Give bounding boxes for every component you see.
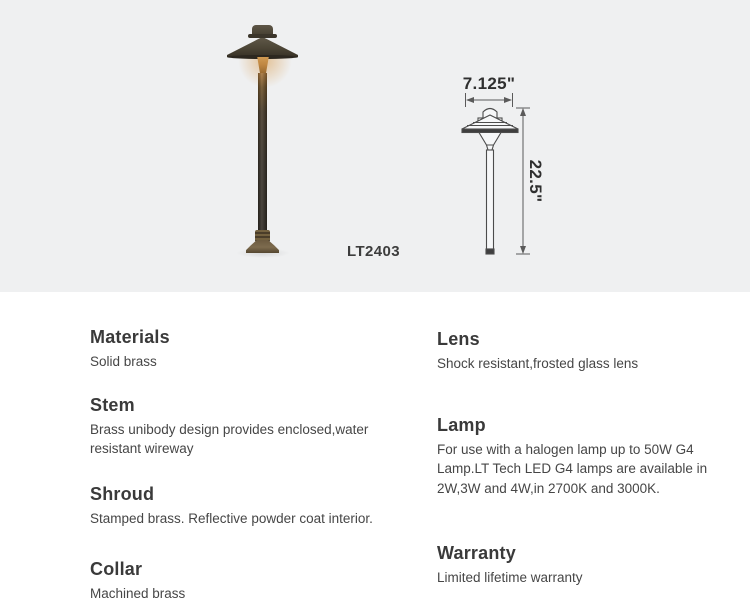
hero-section bbox=[0, 0, 750, 292]
spec-title: Lens bbox=[437, 329, 480, 349]
spec-body: Shock resistant,frosted glass lens bbox=[437, 356, 639, 371]
spec-body: For use with a halogen lamp up to 50W G4 Lamp.LT Tech LED G4 lamps are available in 2W,3W and 4W,in 2700K and 3000K. bbox=[437, 441, 708, 496]
spec-body: Solid brass bbox=[90, 354, 157, 369]
spec-section-materials bbox=[90, 326, 408, 372]
spec-section-warranty bbox=[437, 542, 745, 588]
spec-title: Materials bbox=[90, 327, 170, 347]
model-number: LT2403 bbox=[347, 243, 400, 260]
spec-title: Shroud bbox=[90, 483, 155, 504]
spec-column-right bbox=[437, 328, 745, 588]
height-dimension-label: 22.5" bbox=[526, 159, 545, 203]
spec-body: Limited lifetime warranty bbox=[437, 570, 583, 585]
width-dimension-label: 7.125" bbox=[462, 74, 516, 93]
spec-body: Stamped brass. Reflective powder coat interior. bbox=[90, 510, 373, 526]
spec-body: Brass unibody design provides enclosed,water resistant wireway bbox=[90, 421, 369, 456]
spec-section-lens bbox=[437, 328, 745, 374]
spec-column-left bbox=[90, 326, 408, 604]
spec-section-lamp bbox=[437, 414, 745, 499]
spec-section-collar bbox=[90, 558, 408, 604]
spec-title: Stem bbox=[90, 394, 135, 415]
spec-title: Collar bbox=[90, 559, 143, 579]
drawing-lamp bbox=[462, 109, 518, 255]
spec-body: Machined brass bbox=[90, 586, 186, 601]
spec-title: Lamp bbox=[437, 414, 486, 435]
drawing-width-dimension bbox=[466, 93, 513, 107]
spec-title: Warranty bbox=[437, 543, 516, 563]
spec-section-shroud bbox=[90, 483, 408, 529]
spec-section-stem bbox=[90, 394, 408, 459]
